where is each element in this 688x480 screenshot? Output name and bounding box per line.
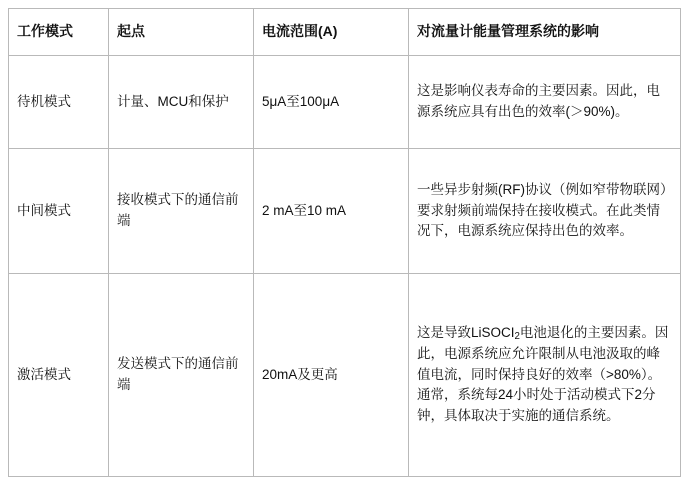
- table-body: [9, 56, 681, 477]
- cell-current-range-active: 20mA及更高: [254, 274, 409, 477]
- cell-origin-active: 发送模式下的通信前端: [109, 274, 254, 477]
- impact-text-post: 电池退化的主要因素。因此，电源系统应允许限制从电池汲取的峰值电流，同时保持良好的效率（>80%）。通常，系统每24小时处于活动模式下2分钟，具体取决于实施的通信系统。: [417, 324, 669, 424]
- table-row: [9, 149, 681, 274]
- cell-impact-standby: 这是影响仪表寿命的主要因素。因此，电源系统应具有出色的效率(＞90%)。: [409, 56, 681, 149]
- spec-table-container: [8, 8, 680, 477]
- power-mode-table: [8, 8, 681, 477]
- column-header-current-range: 电流范围(A): [254, 9, 409, 56]
- cell-current-range-standby: 5μA至100μA: [254, 56, 409, 149]
- cell-origin-intermediate: 接收模式下的通信前端: [109, 149, 254, 274]
- cell-impact-intermediate: 一些异步射频(RF)协议（例如窄带物联网）要求射频前端保持在接收模式。在此类情况下，电源系统应保持出色的效率。: [409, 149, 681, 274]
- table-header: [9, 9, 681, 56]
- cell-mode-intermediate: 中间模式: [9, 149, 109, 274]
- impact-text-subscript: 2: [514, 331, 520, 343]
- column-header-impact: 对流量计能量管理系统的影响: [409, 9, 681, 56]
- impact-text-pre: 这是导致LiSOCI: [417, 324, 515, 340]
- cell-mode-standby: 待机模式: [9, 56, 109, 149]
- column-header-origin: 起点: [109, 9, 254, 56]
- table-row: [9, 274, 681, 477]
- cell-origin-standby: 计量、MCU和保护: [109, 56, 254, 149]
- cell-current-range-intermediate: 2 mA至10 mA: [254, 149, 409, 274]
- cell-mode-active: 激活模式: [9, 274, 109, 477]
- column-header-mode: 工作模式: [9, 9, 109, 56]
- table-header-row: [9, 9, 681, 56]
- table-row: [9, 56, 681, 149]
- cell-impact-active: [409, 274, 681, 477]
